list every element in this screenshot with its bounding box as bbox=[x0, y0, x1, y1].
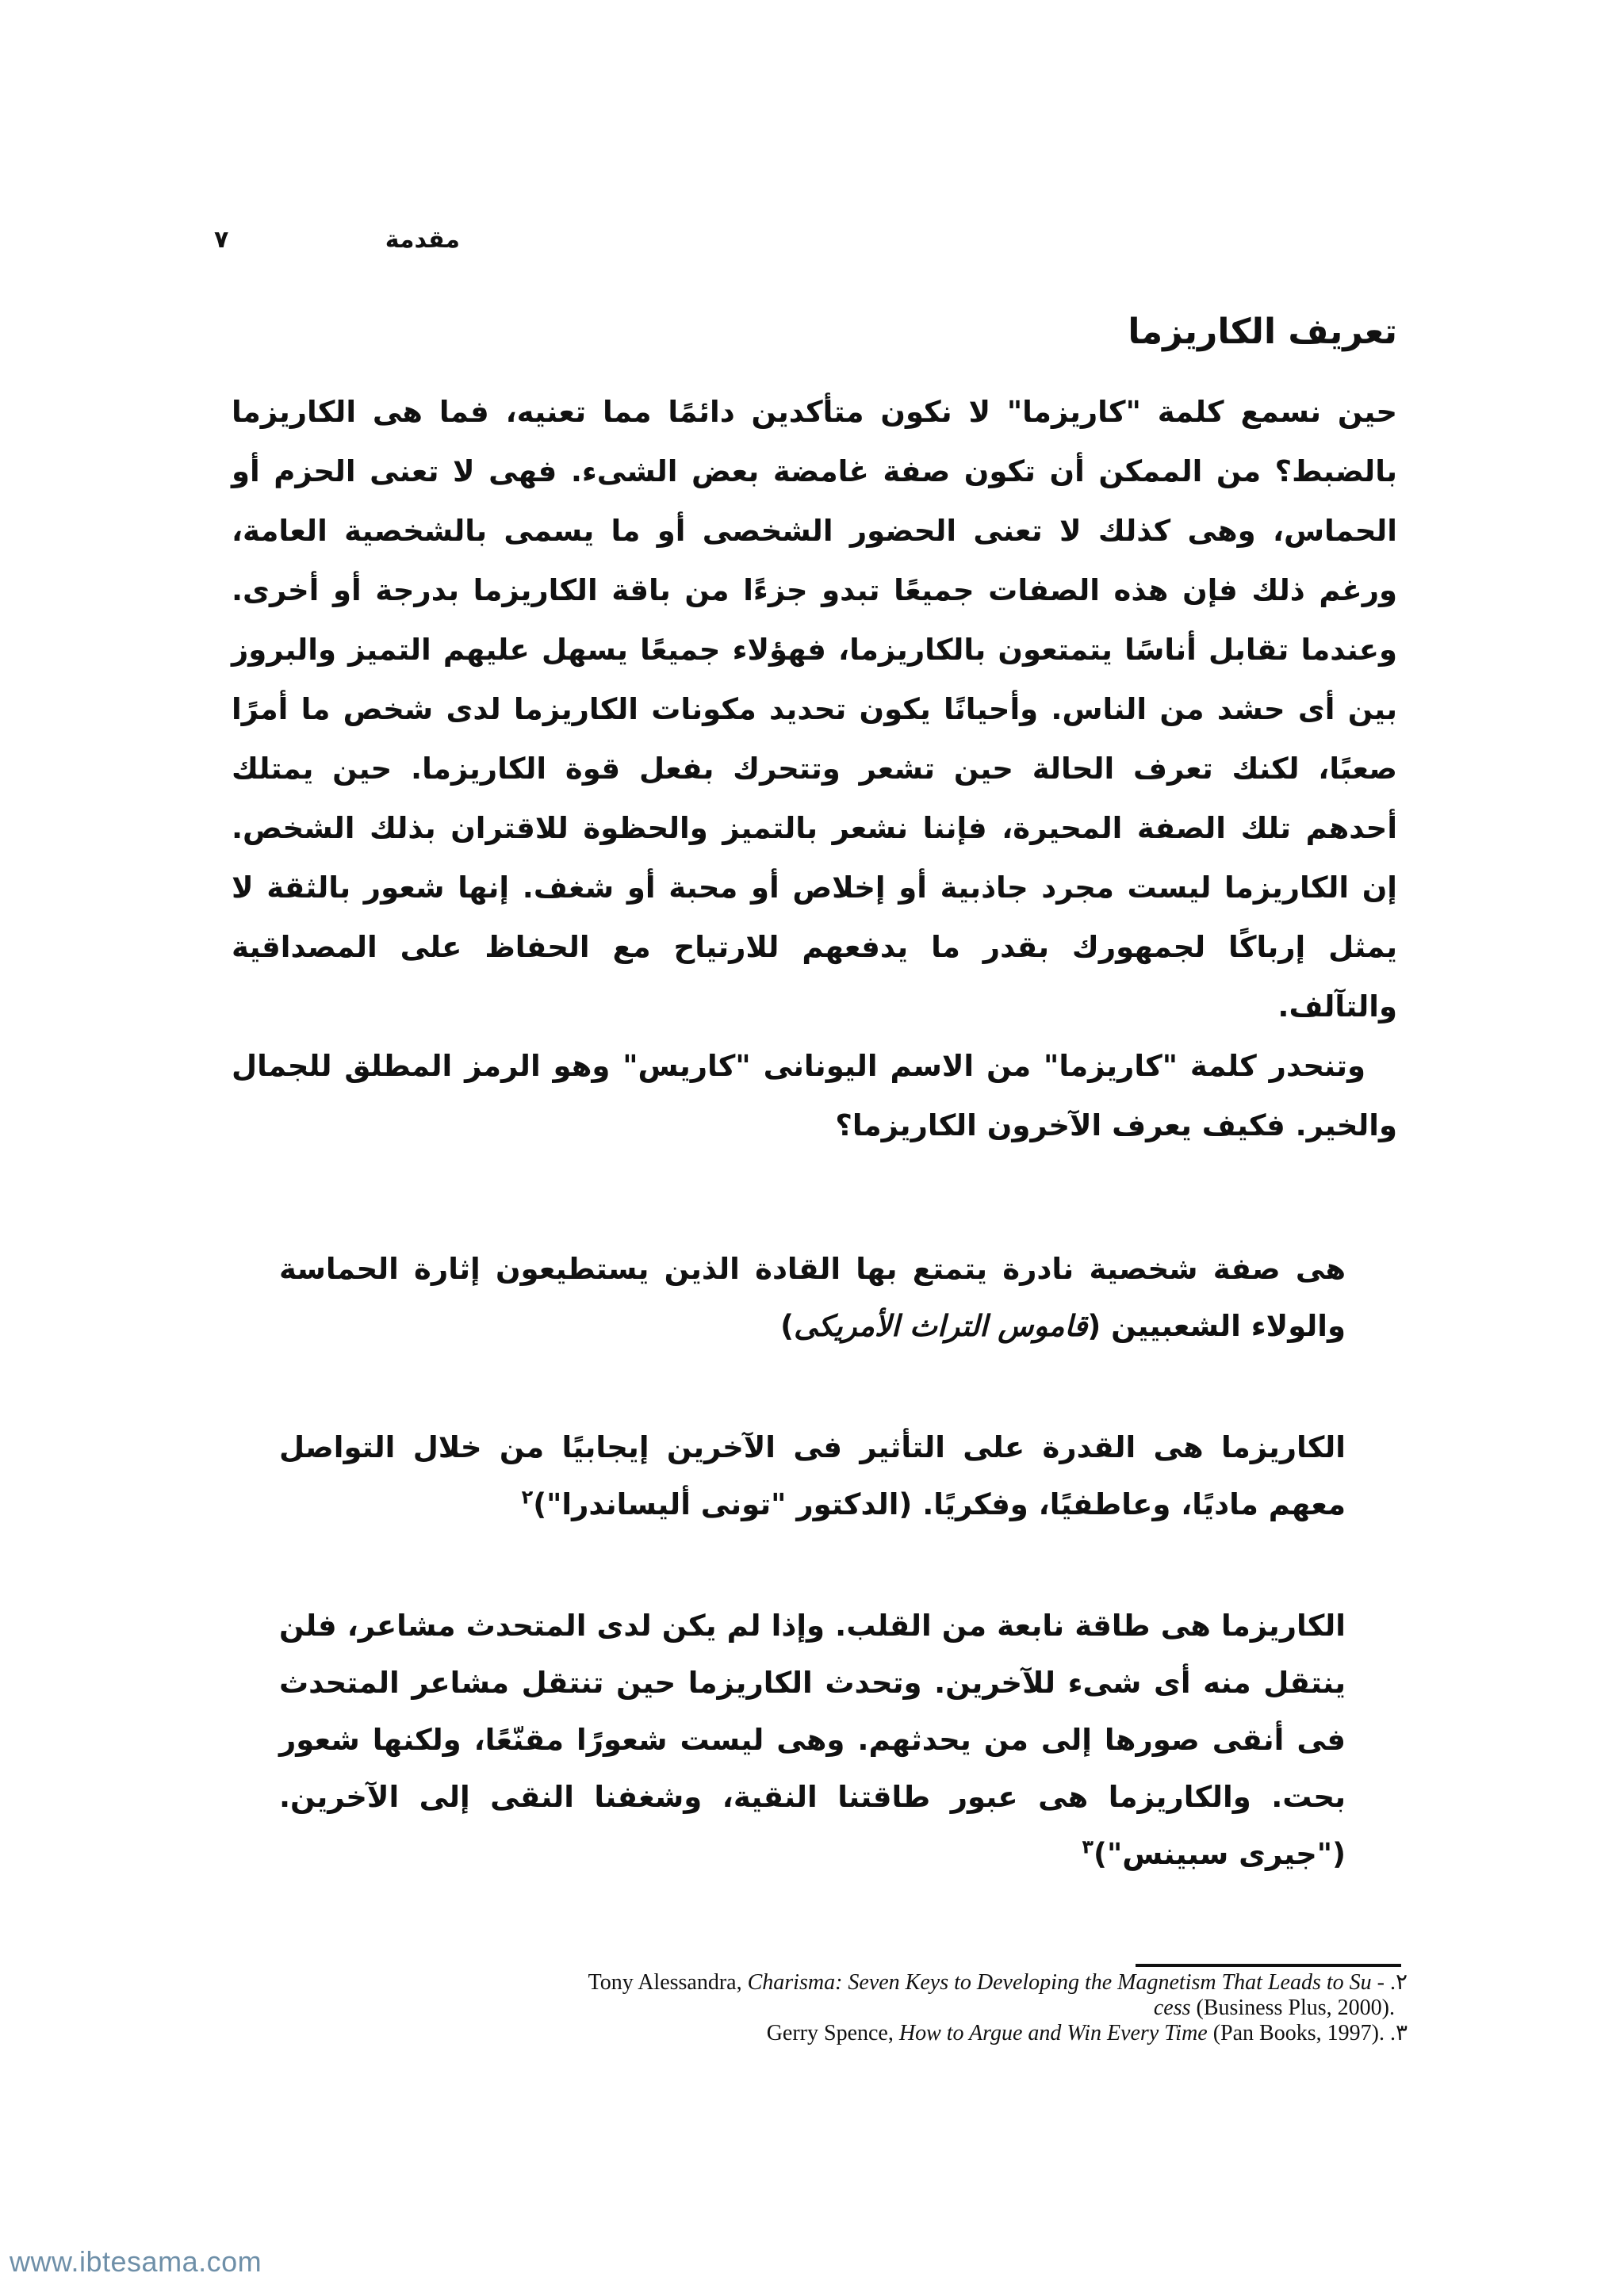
quote-3-text: الكاريزما هى طاقة نابعة من القلب. وإذا لم يكن لدى المتحدث مشاعر، فلن ينتقل منه أى شىء للآخرين. وتحدث الكاريزما حين تنتقل مشاعر المتحدث فى أنقى صورها إلى من يحدثهم. وهى ليست شعورًا مقنّعًا، ولكنها شعور بحت. والكاريزما هى عبور طاقتنا النقية، وشغفنا النقى إلى الآخرين. ("جيرى سبينس") bbox=[279, 1609, 1346, 1871]
section-heading: تعريف الكاريزما bbox=[1128, 312, 1397, 352]
footnote-2-continuation bbox=[238, 1996, 1408, 2021]
footnotes bbox=[238, 1970, 1408, 2046]
paragraph-1: حين نسمع كلمة "كاريزما" لا نكون متأكدين دائمًا مما تعنيه، فما هى الكاريزما بالضبط؟ من الممكن أن تكون صفة غامضة بعض الشىء. فهى لا تعنى الحزم أو الحماس، وهى كذلك لا تعنى الحضور الشخصى أو ما يسمى بالشخصية العامة، ورغم ذلك فإن هذه الصفات جميعًا تبدو جزءًا من باقة الكاريزما بدرجة أو أخرى. وعندما تقابل أناسًا يتمتعون بالكاريزما، فهؤلاء جميعًا يسهل عليهم التميز والبروز بين أى حشد من الناس. وأحيانًا يكون تحديد مكونات الكاريزما لدى شخص ما أمرًا صعبًا، لكنك تعرف الحالة حين تشعر وتتحرك بفعل قوة الكاريزما. حين يمتلك أحدهم تلك الصفة المحيرة، فإننا نشعر بالتميز والحظوة للاقتران بذلك الشخص. إن الكاريزما ليست مجرد جاذبية أو إخلاص أو محبة أو شغف. إنها شعور بالثقة لا يمثل إرباكًا لجمهورك بقدر ما يدفعهم للارتياح مع الحفاظ على المصداقية والتآلف. bbox=[232, 395, 1397, 1024]
footnote-2-title-cont: cess bbox=[1153, 1996, 1191, 2020]
definition-quote-3 bbox=[279, 1598, 1346, 1883]
body-text bbox=[232, 382, 1397, 1155]
footnote-2-marker: .٢ bbox=[1389, 1970, 1408, 1995]
footnote-2-author: Tony Alessandra, bbox=[588, 1970, 748, 1995]
definition-quote-2 bbox=[279, 1419, 1346, 1533]
footnote-2-title: Charisma: Seven Keys to Developing the Magnetism That Leads to Su - bbox=[747, 1970, 1385, 1995]
site-watermark: www.ibtesama.com bbox=[10, 2245, 262, 2278]
footnote-3-marker: .٣ bbox=[1389, 2021, 1408, 2045]
footnote-2-publisher: (Business Plus, 2000). bbox=[1190, 1996, 1395, 2020]
footnote-ref-2: ٢ bbox=[521, 1486, 534, 1509]
paragraph-2: وتنحدر كلمة "كاريزما" من الاسم اليونانى "كاريس" وهو الرمز المطلق للجمال والخير. فكيف يعرف الآخرون الكاريزما؟ bbox=[232, 1049, 1397, 1142]
running-header bbox=[214, 216, 460, 263]
quote-1-source: قاموس التراث الأمريكى bbox=[794, 1309, 1088, 1343]
footnote-ref-3: ٣ bbox=[1082, 1835, 1094, 1858]
footnote-3-publisher: (Pan Books, 1997). bbox=[1207, 2021, 1385, 2045]
chapter-title: مقدمة bbox=[385, 225, 460, 254]
quote-1-text: هى صفة شخصية نادرة يتمتع بها القادة الذين يستطيعون إثارة الحماسة والولاء الشعبيين ( bbox=[279, 1252, 1346, 1343]
footnote-2 bbox=[238, 1970, 1408, 1996]
footnote-3 bbox=[238, 2021, 1408, 2046]
footnote-3-author: Gerry Spence, bbox=[766, 2021, 899, 2045]
footnote-divider bbox=[1136, 1964, 1401, 1967]
quote-2-text: الكاريزما هى القدرة على التأثير فى الآخرين إيجابيًا من خلال التواصل معهم ماديًا، وعاطفيًا، وفكريًا. (الدكتور "تونى أليساندرا") bbox=[279, 1430, 1346, 1521]
footnote-3-title: How to Argue and Win Every Time bbox=[898, 2021, 1208, 2045]
definition-quote-1 bbox=[279, 1241, 1346, 1355]
page-number: ٧ bbox=[214, 225, 229, 254]
quote-1-close: ) bbox=[780, 1309, 795, 1343]
